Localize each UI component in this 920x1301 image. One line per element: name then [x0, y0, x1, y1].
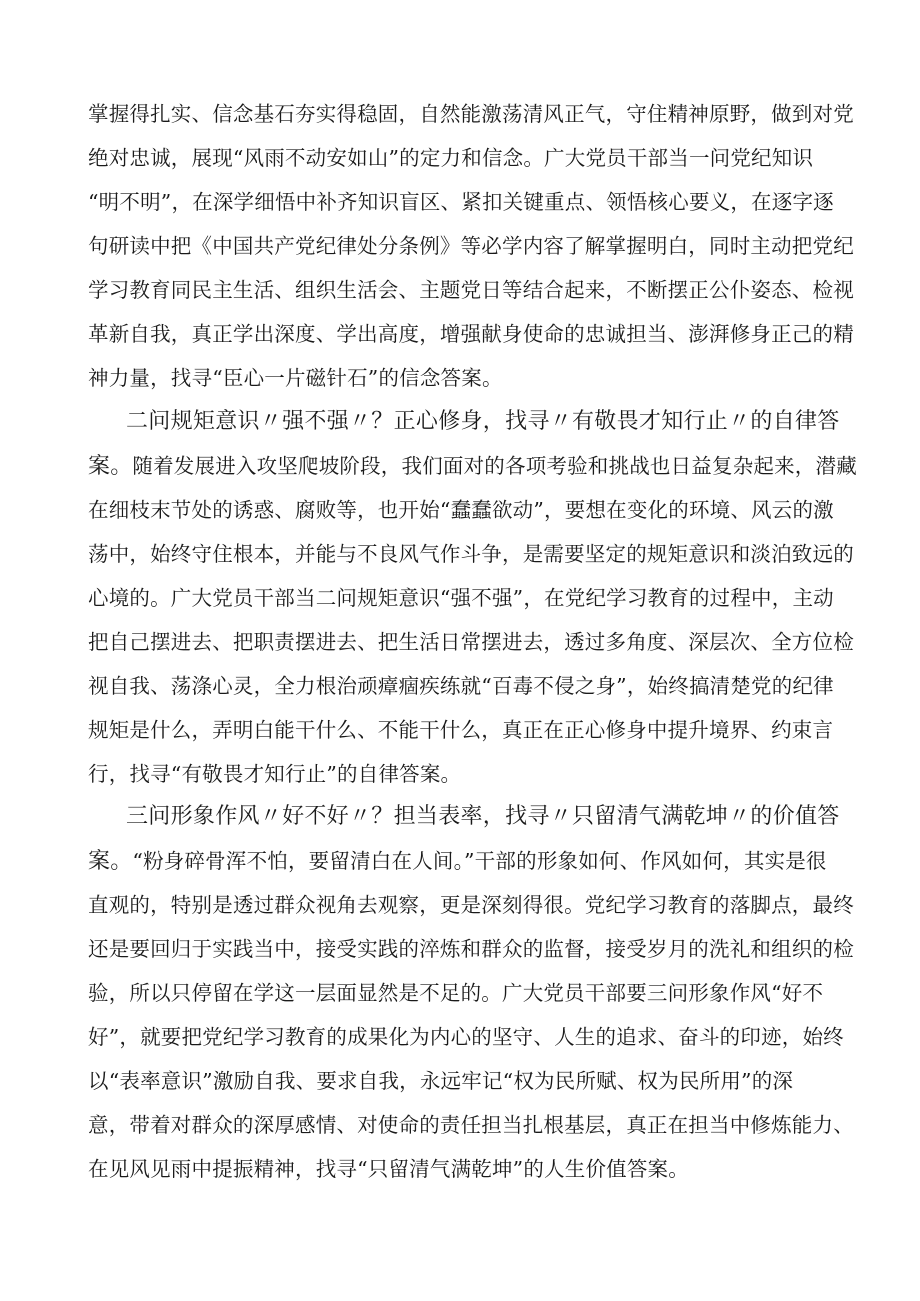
- text-line: 视自我、荡涤心灵，全力根治顽瘴痼疾练就“百毒不侵之身”，始终搞清楚党的纪律: [88, 674, 834, 698]
- text-line: 学习教育同民主生活、组织生活会、主题党日等结合起来，不断摆正公仆姿态、检视: [88, 278, 854, 302]
- text-line: 句研读中把《中国共产党纪律处分条例》等必学内容了解掌握明白，同时主动把党纪: [88, 234, 854, 258]
- text-line: “明不明”，在深学细悟中补齐知识盲区、紧扣关键重点、领悟核心要义，在逐字逐: [88, 190, 834, 214]
- text-line: 掌握得扎实、信念基石夯实得稳固，自然能激荡清风正气，守住精神原野，做到对党: [88, 102, 854, 126]
- section-heading-tail: 案。: [88, 849, 133, 874]
- document-page: [88, 0, 866, 1301]
- text-line: 在见风见雨中提振精神，找寻“只留清气满乾坤”的人生价值答案。: [88, 1157, 689, 1181]
- text-line-rest: 随着发展进入攻坚爬坡阶段，我们面对的各项考验和挑战也日益复杂起来，潜藏: [132, 454, 857, 478]
- section-heading: 二问规矩意识〃强不强〃？正心修身，找寻〃有敬畏才知行止〃的自律答: [126, 409, 840, 434]
- text-line: 行，找寻“有敬畏才知行止”的自律答案。: [88, 762, 462, 786]
- text-line: 神力量，找寻“臣心一片磁针石”的信念答案。: [88, 366, 503, 390]
- text-line: 革新自我，真正学出深度、学出高度，增强献身使命的忠诚担当、澎湃修身正己的精: [88, 322, 854, 346]
- section-heading-tail: 案。: [88, 454, 133, 479]
- text-line-rest: “粉身碎骨浑不怕，要留清白在人间。”干部的形象如何、作风如何，其实是很: [132, 849, 827, 873]
- text-line: 意，带着对群众的深厚感情、对使命的责任担当扎根基层，真正在担当中修炼能力、: [88, 1113, 854, 1137]
- text-line: 荡中，始终守住根本，并能与不良风气作斗争，是需要坚定的规矩意识和淡泊致远的: [88, 542, 854, 566]
- text-line: [88, 451, 857, 482]
- text-line: 心境的。广大党员干部当二问规矩意识“强不强”，在党纪学习教育的过程中，主动: [88, 586, 834, 610]
- text-line: 直观的，特别是透过群众视角去观察，更是深刻得很。党纪学习教育的落脚点，最终: [88, 893, 854, 917]
- text-line: [88, 846, 827, 877]
- text-line: 以“表率意识”激励自我、要求自我，永远牢记“权为民所赋、权为民所用”的深: [88, 1069, 794, 1093]
- text-line: 把自己摆进去、把职责摆进去、把生活日常摆进去，透过多角度、深层次、全方位检: [88, 630, 854, 654]
- text-line: 好”，就要把党纪学习教育的成果化为内心的坚守、人生的追求、奋斗的印迹，始终: [88, 1025, 844, 1049]
- text-line: 还是要回归于实践当中，接受实践的淬炼和群众的监督，接受岁月的洗礼和组织的检: [88, 937, 854, 961]
- text-line: 绝对忠诚，展现“风雨不动安如山”的定力和信念。广大党员干部当一问党纪知识: [88, 146, 814, 170]
- section-heading: 三问形象作风〃好不好〃？担当表率，找寻〃只留清气满乾坤〃的价值答: [126, 804, 840, 829]
- text-line: 验，所以只停留在学这一层面显然是不足的。广大党员干部要三问形象作风“好不: [88, 981, 824, 1005]
- text-line: 在细枝末节处的诱惑、腐败等，也开始“蠢蠢欲动”，要想在变化的环境、风云的激: [88, 498, 834, 522]
- text-line: 规矩是什么，弄明白能干什么、不能干什么，真正在正心修身中提升境界、约束言: [88, 718, 834, 742]
